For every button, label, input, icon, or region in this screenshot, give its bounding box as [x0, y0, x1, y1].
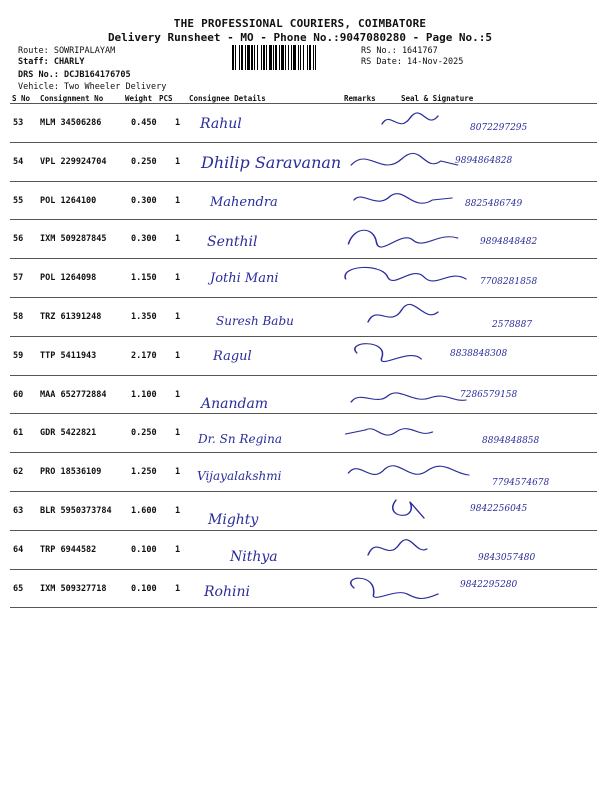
- row-weight: 0.300: [131, 234, 157, 245]
- row-consignment-number: MLM 34506286: [40, 118, 102, 128]
- row-receiver-phone: 9842256045: [470, 504, 528, 514]
- row-sno: 63: [13, 506, 24, 516]
- row-signature-image: [190, 414, 590, 454]
- barcode-bar: [281, 45, 284, 70]
- row-signature-image: [190, 492, 590, 532]
- row-consignment-number: TRZ 61391248: [40, 312, 102, 322]
- row-pcs: 1: [175, 583, 181, 594]
- row-consignee-handwritten: Vijayalakshmi: [197, 469, 282, 484]
- table-row: [0, 570, 600, 610]
- row-sno: 62: [13, 467, 24, 478]
- barcode-bar: [266, 45, 267, 70]
- row-weight: 1.350: [131, 312, 157, 322]
- barcode-bar: [307, 45, 308, 70]
- table-row: [0, 182, 600, 222]
- barcode-bar: [285, 45, 286, 70]
- vehicle-label: Vehicle: Two Wheeler Delivery: [18, 82, 167, 92]
- row-weight: 1.150: [131, 273, 157, 284]
- row-sno: 58: [13, 312, 24, 322]
- table-row: [0, 453, 600, 493]
- runsheet-subtitle: Delivery Runsheet - MO - Phone No.:9047080280 - Page No.:5: [107, 31, 493, 44]
- row-sno: 60: [13, 389, 24, 400]
- row-receiver-phone: 7794574678: [492, 478, 550, 489]
- table-row: [0, 376, 600, 416]
- col-header-remarks: Remarks: [344, 94, 376, 103]
- row-consignment-number: POL 1264098: [40, 273, 97, 284]
- row-consignment-number: PRO 18536109: [40, 467, 102, 478]
- row-consignee-handwritten: Mahendra: [210, 194, 278, 210]
- barcode-bar: [235, 45, 236, 70]
- row-sno: 61: [13, 428, 24, 439]
- signature-stroke: [354, 193, 452, 203]
- row-receiver-phone: 8825486749: [465, 198, 523, 209]
- row-signature-image: [190, 104, 590, 144]
- drs-number: DRS No.: DCJB164176705: [18, 70, 131, 80]
- row-sno: 64: [13, 544, 24, 555]
- barcode-bar: [313, 45, 314, 70]
- row-weight: 1.100: [131, 389, 157, 400]
- row-pcs: 1: [175, 234, 181, 245]
- row-pcs: 1: [175, 156, 181, 167]
- col-header-consignment: Consignment No: [40, 94, 104, 103]
- row-consignee-handwritten: Rohini: [204, 583, 250, 600]
- row-pcs: 1: [175, 273, 181, 284]
- barcode-bar: [269, 45, 272, 70]
- row-consignee-handwritten: Suresh Babu: [216, 314, 294, 328]
- row-sno: 55: [13, 195, 24, 206]
- signature-stroke: [368, 540, 427, 555]
- row-consignment-number: IXM 509327718: [40, 583, 107, 594]
- barcode-bar: [251, 45, 253, 70]
- row-weight: 1.250: [131, 467, 157, 478]
- barcode-bar: [247, 45, 250, 70]
- row-consignee-handwritten: Ragul: [213, 348, 252, 364]
- signature-stroke: [348, 466, 468, 475]
- row-consignment-number: GDR 5422821: [40, 428, 97, 439]
- barcode-bar: [275, 45, 277, 70]
- row-consignee-handwritten: Mighty: [208, 512, 259, 528]
- row-consignee-handwritten: Rahul: [200, 116, 242, 132]
- row-weight: 0.100: [131, 544, 157, 555]
- row-pcs: 1: [175, 506, 181, 516]
- row-pcs: 1: [175, 118, 181, 128]
- col-header-seal: Seal & Signature: [401, 94, 474, 103]
- row-receiver-phone: 8072297295: [470, 123, 528, 133]
- row-weight: 1.600: [131, 506, 157, 516]
- table-row: [0, 337, 600, 377]
- row-signature-image: [190, 143, 590, 183]
- barcode-bar: [279, 45, 280, 70]
- row-receiver-phone: 7708281858: [480, 277, 538, 288]
- table-row: [0, 143, 600, 183]
- signature-stroke: [351, 393, 466, 402]
- table-row: [0, 492, 600, 532]
- row-receiver-phone: 9894864828: [455, 155, 513, 166]
- row-sno: 65: [13, 583, 24, 594]
- signature-stroke: [368, 304, 438, 322]
- row-consignment-number: TTP 5411943: [40, 350, 97, 361]
- barcode-bar: [263, 45, 265, 70]
- barcode-bar: [300, 45, 301, 70]
- col-header-sno: S No: [12, 94, 31, 103]
- row-receiver-phone: 2578887: [492, 320, 533, 330]
- signature-stroke: [346, 429, 433, 435]
- row-weight: 0.100: [131, 583, 157, 594]
- row-consignee-handwritten: Dr. Sn Regina: [198, 432, 282, 447]
- barcode-bar: [239, 45, 240, 70]
- barcode-bar: [315, 45, 316, 70]
- company-title: THE PROFESSIONAL COURIERS, COIMBATORE: [173, 17, 427, 30]
- row-signature-image: [190, 259, 590, 299]
- row-signature-image: [190, 570, 590, 610]
- row-consignee-handwritten: Nithya: [230, 548, 278, 565]
- staff-label: Staff: CHARLY: [18, 57, 85, 67]
- barcode-bar: [298, 45, 299, 70]
- table-row: [0, 104, 600, 144]
- barcode-bar: [291, 45, 292, 70]
- table-row: [0, 220, 600, 260]
- table-row: [0, 414, 600, 454]
- row-consignee-handwritten: Jothi Mani: [210, 271, 279, 287]
- row-consignment-number: IXM 509287845: [40, 234, 107, 245]
- row-weight: 0.250: [131, 156, 157, 167]
- barcode-bar: [288, 45, 289, 70]
- route-label: Route: SOWRIPALAYAM: [18, 46, 116, 56]
- row-weight: 0.250: [131, 428, 157, 439]
- row-pcs: 1: [175, 467, 181, 478]
- row-consignment-number: TRP 6944582: [40, 544, 97, 555]
- row-sno: 59: [13, 350, 24, 361]
- row-pcs: 1: [175, 389, 181, 400]
- row-consignee-handwritten: Senthil: [207, 234, 258, 251]
- row-pcs: 1: [175, 350, 181, 361]
- signature-stroke: [351, 578, 438, 598]
- rs-number: RS No.: 1641767: [361, 46, 438, 56]
- row-signature-image: [190, 337, 590, 377]
- barcode-bar: [293, 45, 296, 70]
- row-consignment-number: POL 1264100: [40, 195, 97, 206]
- col-header-consignee: Consignee Details: [189, 94, 266, 103]
- row-sno: 53: [13, 118, 24, 128]
- row-receiver-phone: 9843057480: [478, 552, 536, 563]
- barcode-bar: [257, 45, 258, 70]
- row-sno: 56: [13, 234, 24, 245]
- row-pcs: 1: [175, 544, 181, 555]
- barcode-bar: [245, 45, 246, 70]
- table-row: [0, 298, 600, 338]
- row-receiver-phone: 9894848482: [480, 237, 538, 248]
- table-row: [0, 259, 600, 299]
- row-sno: 57: [13, 273, 24, 284]
- col-header-pcs: PCS: [159, 94, 173, 103]
- barcode-bar: [303, 45, 304, 70]
- rs-date: RS Date: 14-Nov-2025: [361, 57, 464, 67]
- signature-stroke: [348, 231, 457, 248]
- row-signature-image: [190, 531, 590, 571]
- table-row: [0, 531, 600, 571]
- signature-stroke: [345, 268, 466, 282]
- barcode-image: [232, 45, 357, 70]
- row-signature-image: [190, 453, 590, 493]
- barcode-bar: [261, 45, 262, 70]
- row-pcs: 1: [175, 428, 181, 439]
- row-consignee-handwritten: Dhilip Saravanan: [201, 152, 342, 172]
- row-receiver-phone: 7286579158: [460, 389, 518, 400]
- signature-stroke: [382, 113, 438, 124]
- row-receiver-phone: 8838848308: [450, 348, 508, 359]
- row-sno: 54: [13, 156, 24, 167]
- row-divider: [10, 607, 597, 608]
- signature-stroke: [355, 344, 421, 362]
- row-consignment-number: MAA 652772884: [40, 389, 107, 400]
- row-signature-image: [190, 220, 590, 260]
- barcode-bar: [273, 45, 274, 70]
- signature-stroke: [351, 153, 457, 165]
- row-consignment-number: VPL 229924704: [40, 156, 107, 167]
- barcode-bar: [232, 45, 234, 70]
- row-pcs: 1: [175, 312, 181, 322]
- row-signature-image: [190, 376, 590, 416]
- barcode-bar: [254, 45, 255, 70]
- row-pcs: 1: [175, 195, 181, 206]
- col-header-weight: Weight: [125, 94, 153, 103]
- barcode-bar: [309, 45, 311, 70]
- barcode-bar: [241, 45, 243, 70]
- row-weight: 0.300: [131, 195, 157, 206]
- row-weight: 0.450: [131, 118, 157, 128]
- row-receiver-phone: 8894848858: [482, 436, 540, 447]
- row-consignment-number: BLR 5950373784: [40, 506, 112, 516]
- row-signature-image: [190, 182, 590, 222]
- row-weight: 2.170: [131, 350, 157, 361]
- signature-stroke: [393, 500, 424, 518]
- row-consignee-handwritten: Anandam: [201, 395, 269, 412]
- row-receiver-phone: 9842295280: [460, 579, 518, 590]
- row-signature-image: [190, 298, 590, 338]
